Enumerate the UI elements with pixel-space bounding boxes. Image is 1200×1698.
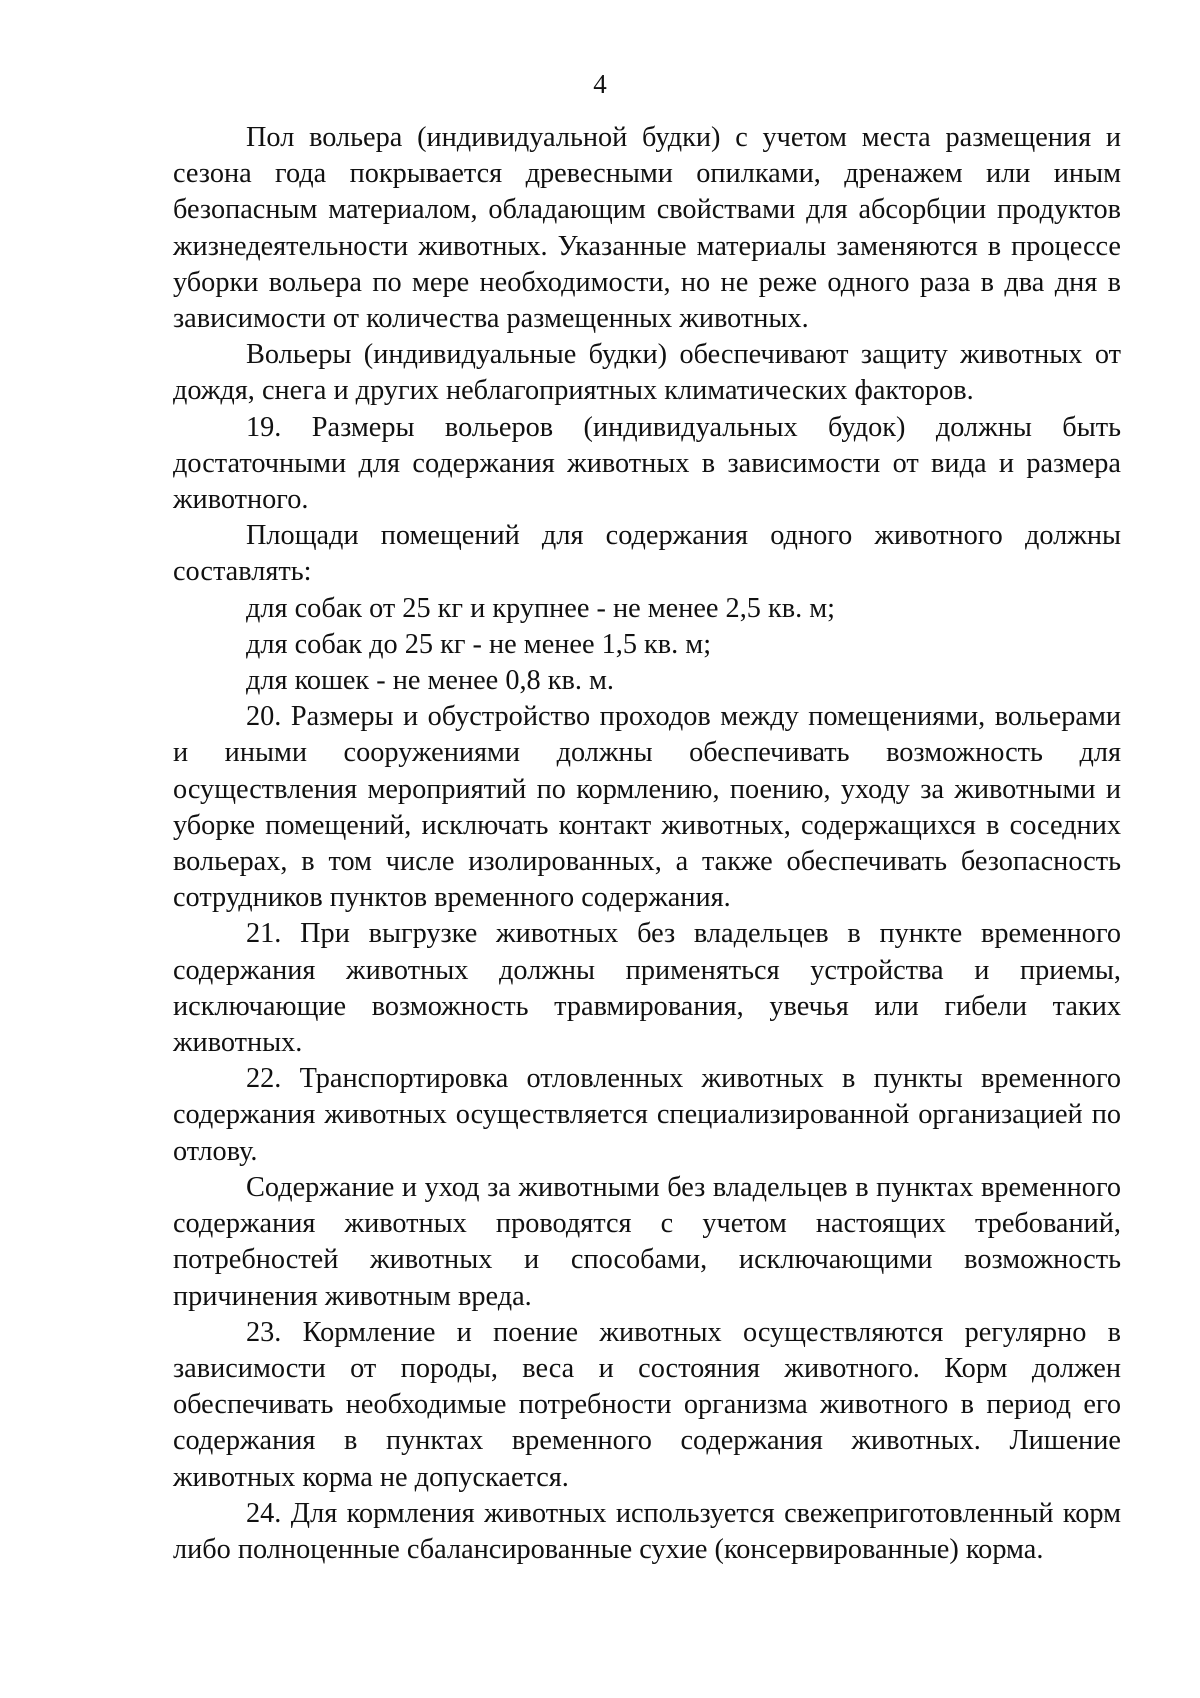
- document-body: [173, 120, 1121, 1568]
- paragraph-21-unloading: 21. При выгрузке животных без владельцев в пункте временного содержания животных должны применяться устройства и приемы, исключающие возможность травмирования, увечья или гибели таких животных.: [173, 918, 1121, 1059]
- paragraph-enclosure-floor: Пол вольера (индивидуальной будки) с учетом места размещения и сезона года покрывается древесными опилками, дренажем или иным безопасным материалом, обладающим свойствами для абсорбции продуктов жизнедеятельности животных. Указанные материалы заменяются в процессе уборки вольера по мере необходимости, но не реже одного раза в два дня в зависимости от количества размещенных животных.: [173, 122, 1121, 335]
- paragraph-20-passages: 20. Размеры и обустройство проходов между помещениями, вольерами и иными сооружениями должны обеспечивать возможность для осуществления мероприятий по кормлению, поению, уходу за животными и уборке помещений, исключать контакт животных, содержащихся в соседних вольерах, в том числе изолированных, а также обеспечивать безопасность сотрудников пунктов временного содержания.: [173, 701, 1121, 914]
- list-item-large-dogs: для собак от 25 кг и крупнее - не менее 2,5 кв. м;: [246, 592, 836, 624]
- paragraph-19-enclosure-size: 19. Размеры вольеров (индивидуальных будок) должны быть достаточными для содержания животных в зависимости от вида и размера животного.: [173, 411, 1121, 516]
- page-number: 4: [593, 69, 607, 99]
- paragraph-22-transportation: 22. Транспортировка отловленных животных в пункты временного содержания животных осуществляется специализированной организацией по отлову.: [173, 1063, 1121, 1167]
- paragraph-enclosure-protection: Вольеры (индивидуальные будки) обеспечивают защиту животных от дождя, снега и других неблагоприятных климатических факторов.: [173, 339, 1121, 407]
- paragraph-care: Содержание и уход за животными без владельцев в пунктах временного содержания животных проводятся с учетом настоящих требований, потребностей животных и способами, исключающими возможность причинения животным вреда.: [173, 1171, 1121, 1312]
- list-item-small-dogs: для собак до 25 кг - не менее 1,5 кв. м;: [246, 628, 712, 660]
- paragraph-23-feeding: 23. Кормление и поение животных осуществляются регулярно в зависимости от породы, веса и состояния животного. Корм должен обеспечивать необходимые потребности организма животного в период его содержания в пунктах временного содержания животных. Лишение животных корма не допускается.: [173, 1316, 1121, 1493]
- paragraph-area-requirements: Площади помещений для содержания одного животного должны составлять:: [173, 520, 1121, 588]
- list-item-cats: для кошек - не менее 0,8 кв. м.: [246, 665, 614, 697]
- paragraph-24-food: 24. Для кормления животных используется свежеприготовленный корм либо полноценные сбалансированные сухие (консервированные) корма.: [173, 1497, 1121, 1565]
